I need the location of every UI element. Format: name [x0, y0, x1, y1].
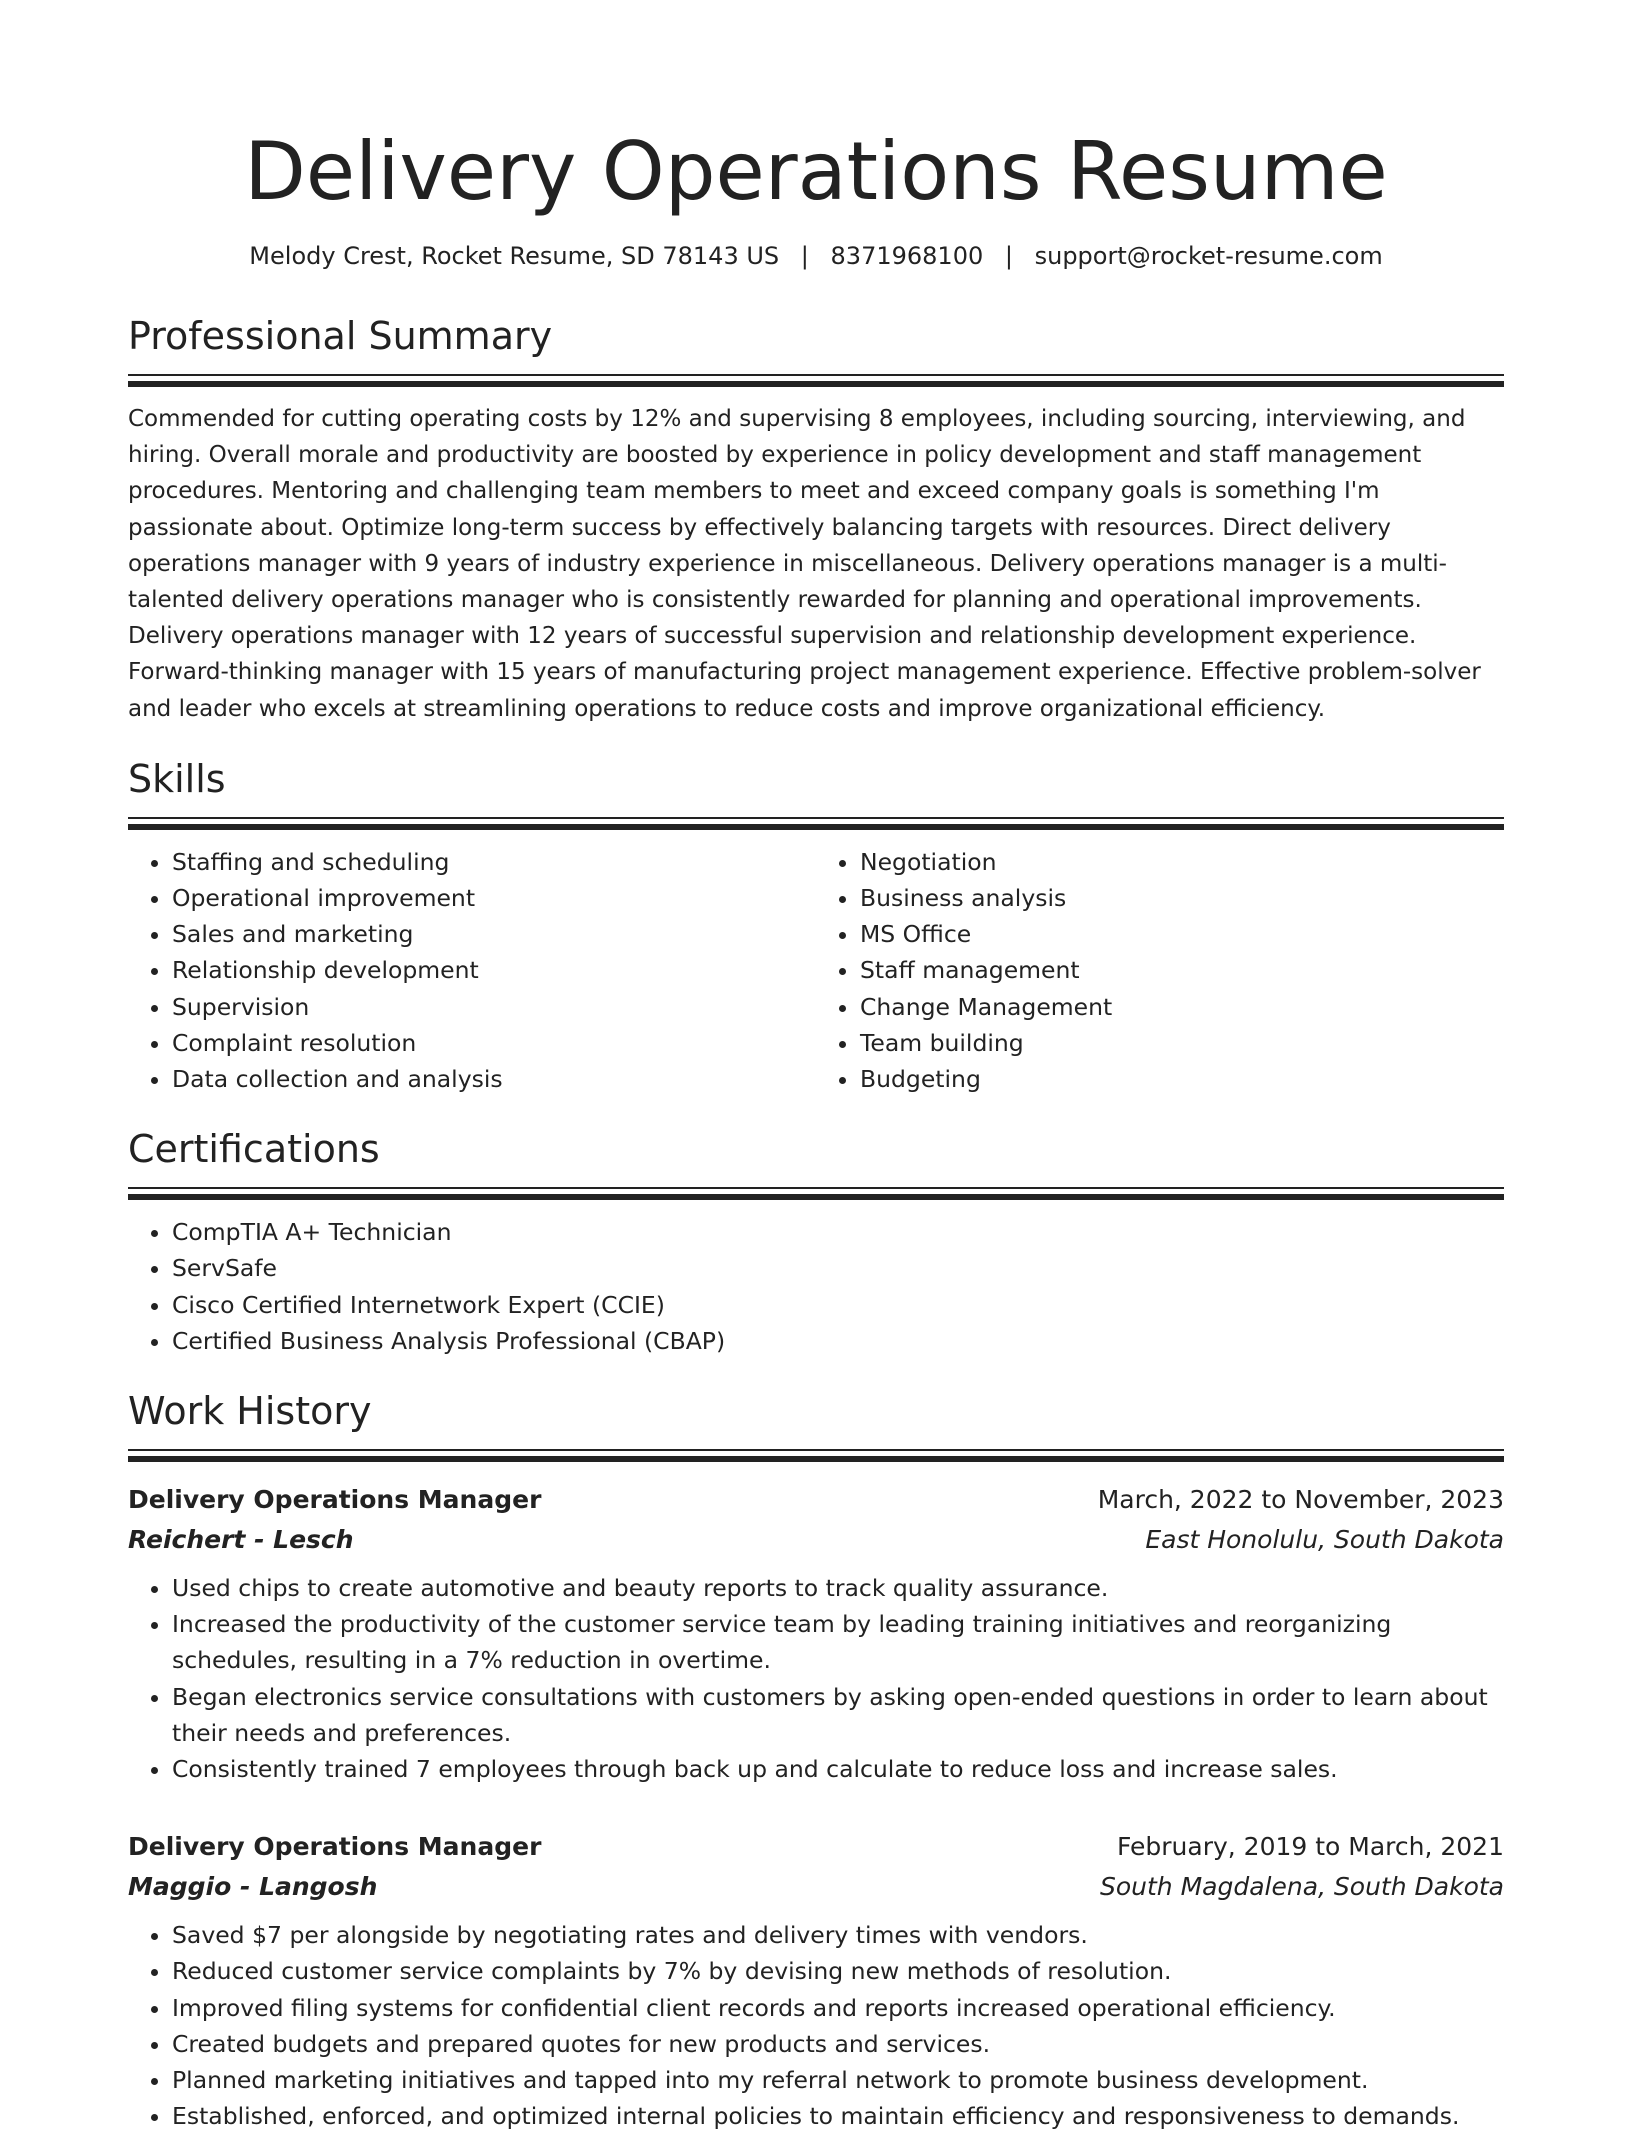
job-entry	[128, 1827, 1504, 2134]
skill-item: • Complaint resolution	[172, 1025, 816, 1061]
contact-address: Melody Crest, Rocket Resume, SD 78143 US	[249, 242, 780, 270]
work-history-heading: Work History	[128, 1389, 372, 1434]
skill-item: • Staff management	[860, 952, 1504, 988]
job-bullets	[128, 1570, 1504, 1787]
work-history-section	[128, 1387, 1504, 2134]
job-bullet: • Reduced customer service complaints by 7% by devising new methods of resolution.	[172, 1953, 1504, 1989]
job-bullet: • Saved $7 per alongside by negotiating rates and delivery times with vendors.	[172, 1917, 1504, 1953]
skill-item: • Data collection and analysis	[172, 1061, 816, 1097]
job-bullet: • Used chips to create automotive and beauty reports to track quality assurance.	[172, 1570, 1504, 1606]
job-title: Delivery Operations Manager	[128, 1485, 542, 1515]
skills-heading: Skills	[128, 756, 226, 801]
job-entry	[128, 1480, 1504, 1787]
job-location: East Honolulu, South Dakota	[1145, 1525, 1504, 1555]
section-divider-thick	[128, 1194, 1504, 1200]
certification-item: • ServSafe	[172, 1250, 1504, 1286]
job-header-row	[128, 1827, 1504, 1867]
job-company-row	[128, 1520, 1504, 1560]
job-bullet: • Improved filing systems for confidential client records and reports increased operational efficiency.	[172, 1990, 1504, 2026]
job-dates: March, 2022 to November, 2023	[1097, 1485, 1504, 1515]
skill-item: • Operational improvement	[172, 880, 816, 916]
job-header-row	[128, 1480, 1504, 1520]
certification-item: • Certified Business Analysis Professional (CBAP)	[172, 1323, 1504, 1359]
certification-item: • CompTIA A+ Technician	[172, 1214, 1504, 1250]
contact-email: support@rocket-resume.com	[1034, 242, 1383, 270]
skill-item: • Change Management	[860, 989, 1504, 1025]
section-divider-thick	[128, 1456, 1504, 1462]
section-divider-thick	[128, 381, 1504, 387]
job-title: Delivery Operations Manager	[128, 1832, 542, 1862]
job-bullets	[128, 1917, 1504, 2134]
section-divider-thick	[128, 824, 1504, 830]
skill-item: • Sales and marketing	[172, 916, 816, 952]
certification-item: • Cisco Certified Internetwork Expert (CCIE)	[172, 1287, 1504, 1323]
summary-heading: Professional Summary	[128, 314, 553, 358]
section-divider	[128, 374, 1504, 376]
contact-line	[128, 240, 1504, 272]
section-divider	[128, 817, 1504, 819]
contact-phone: 8371968100	[830, 242, 984, 270]
job-bullet: • Increased the productivity of the customer service team by leading training initiatives and reorganizing schedules, resulting in a 7% reduction in overtime.	[172, 1606, 1504, 1678]
certifications-list	[128, 1214, 1504, 1359]
job-bullet: • Planned marketing initiatives and tapped into my referral network to promote business development.	[172, 2062, 1504, 2098]
resume-title: Delivery Operations Resume	[244, 125, 1388, 218]
job-bullet: • Began electronics service consultations with customers by asking open-ended questions in order to learn about their needs and preferences.	[172, 1679, 1504, 1751]
skill-item: • Negotiation	[860, 844, 1504, 880]
certifications-section	[128, 1125, 1504, 1359]
summary-section	[128, 312, 1504, 727]
job-bullet: • Established, enforced, and optimized internal policies to maintain efficiency and responsiveness to demands.	[172, 2098, 1504, 2134]
skill-item: • MS Office	[860, 916, 1504, 952]
skills-left-list	[128, 844, 816, 1097]
job-location: South Magdalena, South Dakota	[1099, 1872, 1504, 1902]
skills-columns	[128, 844, 1504, 1097]
job-company: Reichert - Lesch	[128, 1525, 354, 1555]
summary-text: Commended for cutting operating costs by 12% and supervising 8 employees, including sourcing, interviewing, and hiring. Overall morale and productivity are boosted by experience in policy development and staff management procedures. Mentoring and challenging team members to meet and exceed company goals is something I'm passionate about. Optimize long-term success by effectively balancing targets with resources. Direct delivery operations manager with 9 years of industry experience in miscellaneous. Delivery operations manager is a multi-talented delivery operations manager who is consistently rewarded for planning and operational improvements. Delivery operations manager with 12 years of successful supervision and relationship development experience. Forward-thinking manager with 15 years of manufacturing project management experience. Effective problem-solver and leader who excels at streamlining operations to reduce costs and improve organizational efficiency.	[128, 406, 1481, 722]
skill-item: • Business analysis	[860, 880, 1504, 916]
skills-right-list	[816, 844, 1504, 1097]
job-company-row	[128, 1867, 1504, 1907]
contact-separator: |	[1004, 242, 1013, 270]
skill-item: • Supervision	[172, 989, 816, 1025]
skill-item: • Relationship development	[172, 952, 816, 988]
job-company: Maggio - Langosh	[128, 1872, 378, 1902]
section-divider	[128, 1187, 1504, 1189]
job-dates: February, 2019 to March, 2021	[1116, 1832, 1504, 1862]
skill-item: • Budgeting	[860, 1061, 1504, 1097]
section-divider	[128, 1449, 1504, 1451]
skills-section	[128, 755, 1504, 1097]
job-bullet: • Created budgets and prepared quotes for new products and services.	[172, 2026, 1504, 2062]
contact-separator: |	[800, 242, 809, 270]
skill-item: • Staffing and scheduling	[172, 844, 816, 880]
certifications-heading: Certifications	[128, 1127, 380, 1172]
job-bullet: • Consistently trained 7 employees through back up and calculate to reduce loss and increase sales.	[172, 1751, 1504, 1787]
skill-item: • Team building	[860, 1025, 1504, 1061]
resume-content	[128, 0, 1504, 2135]
